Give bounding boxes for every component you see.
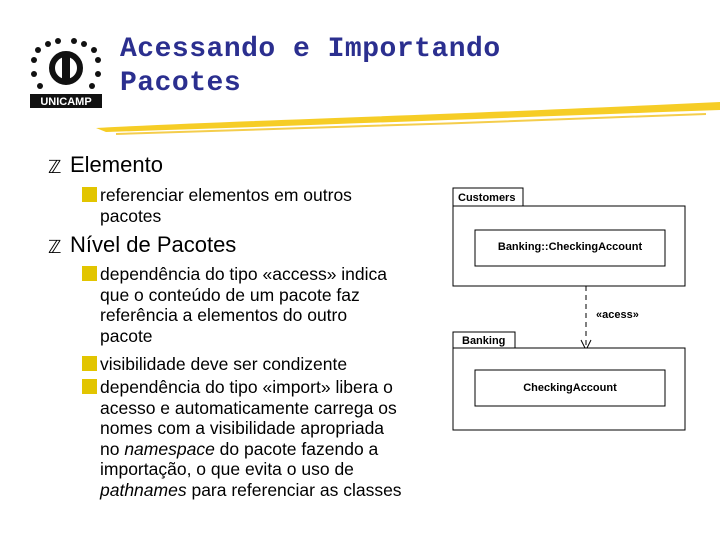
text-line: dependência do tipo «access» indica (100, 264, 388, 284)
checkbox-bullet-icon (82, 266, 97, 281)
text-line: pacote (100, 325, 153, 346)
sub-bullet-referenciar (82, 185, 422, 227)
unicamp-logo (28, 38, 104, 110)
bullet-text: Elemento (70, 152, 163, 177)
italic-term-namespace: namespace (124, 438, 215, 459)
title-underline-swoosh (96, 98, 720, 138)
text-line: importação, o que evita o uso de (100, 459, 354, 479)
text-line: acesso e automaticamente carrega os (100, 397, 397, 418)
text-line: pacotes (100, 205, 162, 226)
text-line: referenciar elementos em outros (100, 185, 352, 205)
class-name-checkingaccount: CheckingAccount (523, 382, 617, 394)
text-fragment: do pacote fazendo a (214, 438, 379, 459)
title-line-1: Acessando e Importando (120, 34, 501, 65)
text-line: dependência do tipo «import» libera o (100, 377, 393, 397)
class-name-banking-checkingaccount: Banking::CheckingAccount (497, 241, 643, 253)
checkbox-bullet-icon (82, 379, 97, 394)
bullet-nivel-pacotes (48, 233, 348, 259)
sub-bullet-access (82, 264, 442, 348)
text-line: visibilidade deve ser condizente (100, 354, 348, 374)
dependency-label: «acess» (596, 309, 639, 321)
package-name-customers: Customers (458, 192, 516, 204)
italic-term-pathnames: pathnames (100, 479, 187, 500)
text-fragment: no (100, 438, 125, 459)
sub-bullet-visibilidade (82, 354, 442, 376)
z-bullet-icon: ℤ (48, 157, 62, 177)
slide-title (120, 33, 501, 101)
package-name-banking: Banking (462, 335, 506, 347)
bullet-text: Nível de Pacotes (70, 232, 237, 257)
text-line: nomes com a visibilidade apropriada (100, 418, 385, 438)
logo-text: UNICAMP (40, 96, 92, 108)
text-line (100, 439, 402, 460)
uml-package-diagram (448, 186, 690, 436)
checkbox-bullet-icon (82, 187, 97, 202)
z-bullet-icon: ℤ (48, 237, 62, 257)
text-line (100, 480, 402, 501)
checkbox-bullet-icon (82, 356, 97, 371)
title-line-2: Pacotes (120, 68, 242, 99)
bullet-elemento (48, 153, 348, 179)
text-fragment: para referenciar as classes (186, 479, 402, 500)
text-line: que o conteúdo de um pacote faz (100, 284, 360, 305)
sub-bullet-import (82, 377, 442, 507)
text-line: referência a elementos do outro (100, 305, 348, 325)
